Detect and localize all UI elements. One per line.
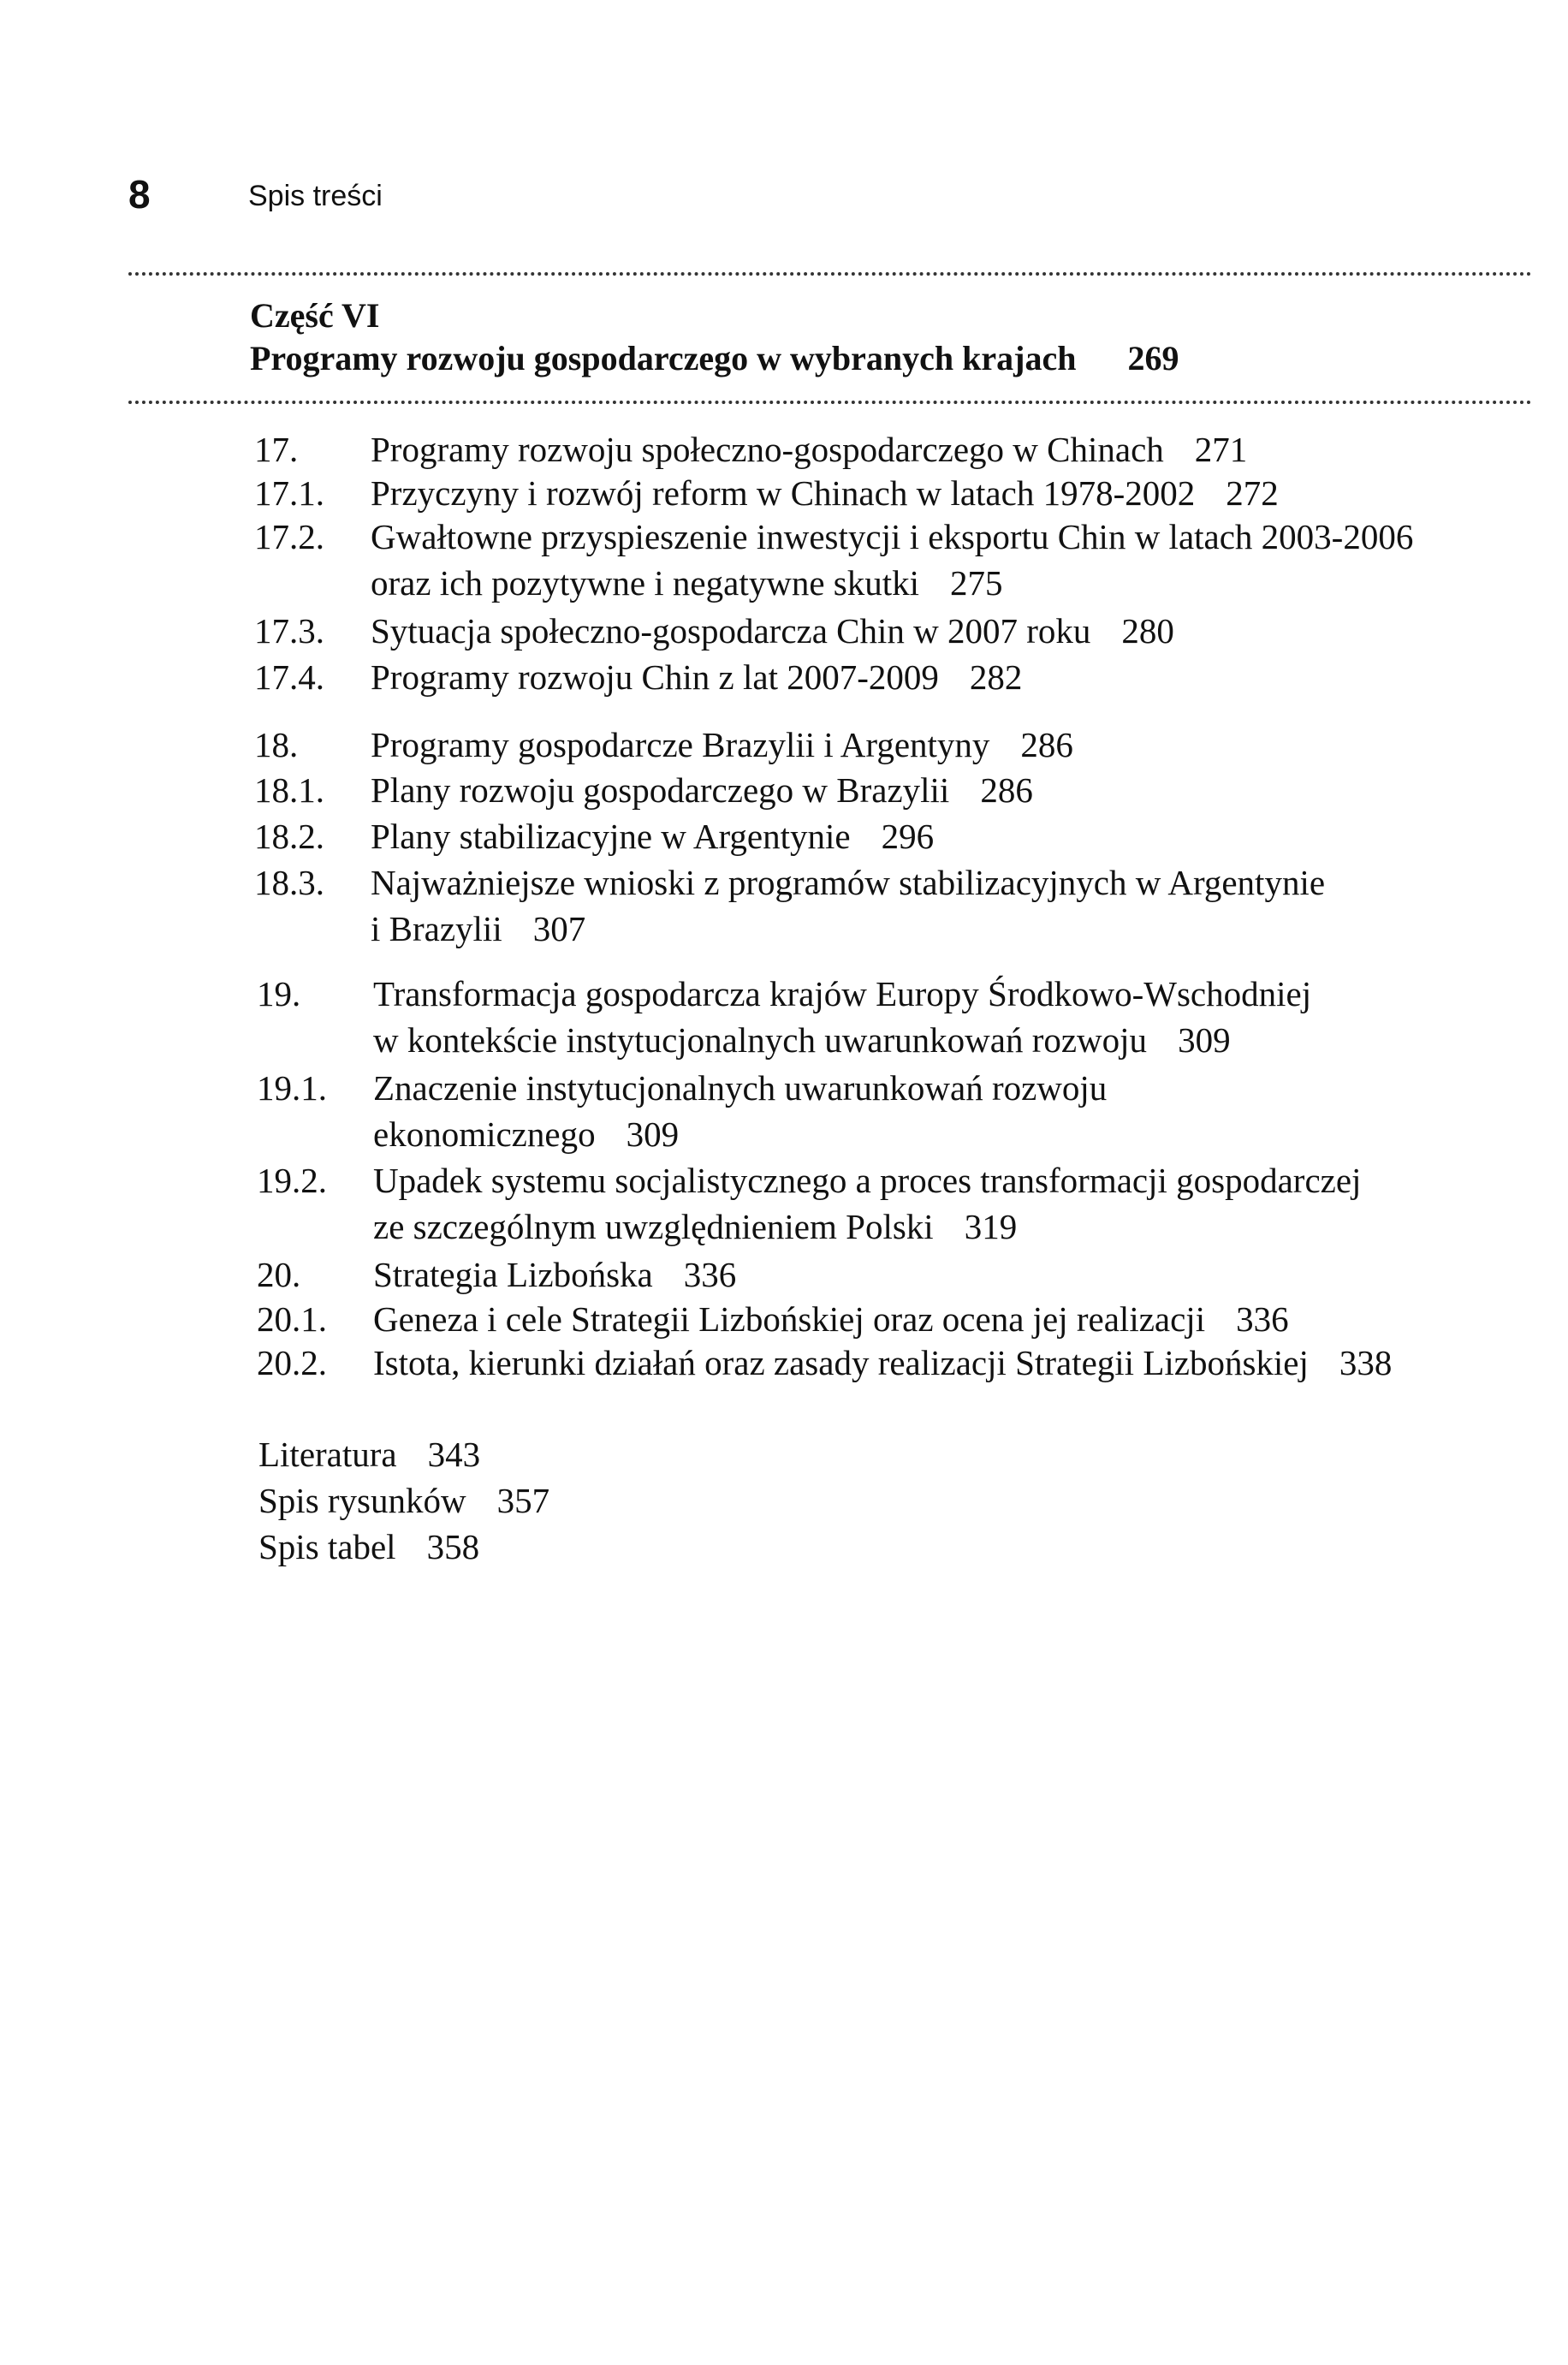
entry-page: 286 — [980, 770, 1033, 810]
entry-number: 20. — [257, 1255, 301, 1294]
running-title: Spis treści — [248, 180, 383, 212]
entry-number: 19.2. — [257, 1161, 327, 1200]
entry-number: 17.2. — [254, 517, 324, 556]
entry-title-line: Istota, kierunki działań oraz zasady realizacji Strategii Lizbońskiej — [373, 1343, 1309, 1382]
entry-title-line: Najważniejsze wnioski z programów stabilizacyjnych w Argentynie — [371, 863, 1326, 902]
entry-number: 18.1. — [254, 770, 324, 810]
entry-text — [371, 859, 1325, 952]
entry-number: 20.2. — [257, 1343, 327, 1382]
entry-page: 319 — [964, 1207, 1018, 1246]
entry-text — [373, 1157, 1361, 1250]
entry-title-line: Upadek systemu socjalistycznego a proces transformacji gospodarczej — [373, 1161, 1362, 1200]
entry-number: 17.1. — [254, 473, 324, 513]
dotted-divider — [128, 272, 1532, 276]
entry-number: 17.4. — [254, 657, 324, 697]
entry-page: 336 — [683, 1255, 737, 1294]
entry-page: 286 — [1020, 725, 1073, 764]
entry-page: 336 — [1236, 1299, 1289, 1339]
entry-number: 19.1. — [257, 1068, 327, 1108]
entry-title-line: Plany rozwoju gospodarczego w Brazylii — [371, 770, 950, 810]
part-title-line — [250, 338, 1179, 378]
entry-text — [371, 426, 1247, 472]
entry-title-line: ekonomicznego — [373, 1114, 596, 1154]
entry-number: 19. — [257, 974, 301, 1013]
entry-title-line: Programy rozwoju społeczno-gospodarczego w Chinach — [371, 430, 1164, 469]
entry-page: 338 — [1339, 1343, 1393, 1382]
back-matter-entry — [258, 1524, 479, 1570]
back-matter-title: Literatura — [258, 1435, 397, 1474]
entry-text — [373, 971, 1311, 1063]
entry-page: 275 — [950, 563, 1003, 603]
page-number: 8 — [128, 172, 151, 217]
entry-page: 271 — [1194, 430, 1248, 469]
back-matter-page: 358 — [426, 1527, 480, 1566]
part-title: Programy rozwoju gospodarczego w wybranych krajach — [250, 339, 1077, 377]
entry-title-line: Gwałtowne przyspieszenie inwestycji i eksportu Chin w latach 2003-2006 — [371, 517, 1414, 556]
entry-title-line: i Brazylii — [371, 909, 502, 948]
entry-page: 280 — [1121, 611, 1174, 651]
entry-page: 309 — [626, 1114, 680, 1154]
entry-title-line: Sytuacja społeczno-gospodarcza Chin w 2007 roku — [371, 611, 1091, 651]
entry-page: 309 — [1178, 1020, 1231, 1060]
back-matter-page: 343 — [427, 1435, 481, 1474]
entry-text — [373, 1251, 736, 1298]
entry-title-line: Strategia Lizbońska — [373, 1255, 653, 1294]
entry-number: 18.2. — [254, 817, 324, 856]
entry-page: 272 — [1226, 473, 1279, 513]
entry-text — [371, 470, 1279, 516]
part-label: Część VI — [250, 296, 380, 335]
entry-text — [373, 1340, 1392, 1386]
entry-title-line: Przyczyny i rozwój reform w Chinach w latach 1978-2002 — [371, 473, 1196, 513]
entry-title-line: Transformacja gospodarcza krajów Europy Środkowo-Wschodniej — [373, 974, 1312, 1013]
entry-title-line: Programy gospodarcze Brazylii i Argentyny — [371, 725, 990, 764]
entry-title-line: oraz ich pozytywne i negatywne skutki — [371, 563, 920, 603]
entry-number: 17.3. — [254, 611, 324, 651]
entry-number: 18. — [254, 725, 299, 764]
entry-text — [373, 1296, 1289, 1342]
entry-text — [371, 514, 1413, 606]
entry-title-line: w kontekście instytucjonalnych uwarunkowań rozwoju — [373, 1020, 1148, 1060]
back-matter-entry — [258, 1431, 480, 1477]
entry-page: 282 — [969, 657, 1023, 697]
entry-text — [371, 767, 1033, 813]
back-matter-title: Spis tabel — [258, 1527, 396, 1566]
back-matter-title: Spis rysunków — [258, 1481, 466, 1520]
entry-text — [371, 722, 1073, 768]
entry-title-line: Znaczenie instytucjonalnych uwarunkowań rozwoju — [373, 1068, 1108, 1108]
entry-title-line: ze szczególnym uwzględnieniem Polski — [373, 1207, 934, 1246]
entry-text — [373, 1065, 1107, 1157]
back-matter-page: 357 — [496, 1481, 550, 1520]
entry-number: 17. — [254, 430, 299, 469]
entry-text — [371, 813, 934, 859]
entry-number: 18.3. — [254, 863, 324, 902]
entry-title-line: Programy rozwoju Chin z lat 2007-2009 — [371, 657, 939, 697]
entry-title-line: Geneza i cele Strategii Lizbońskiej oraz ocena jej realizacji — [373, 1299, 1206, 1339]
entry-title-line: Plany stabilizacyjne w Argentynie — [371, 817, 851, 856]
entry-text — [371, 608, 1174, 654]
entry-text — [371, 654, 1022, 700]
entry-page: 296 — [881, 817, 935, 856]
back-matter-entry — [258, 1477, 549, 1524]
entry-page: 307 — [532, 909, 586, 948]
dotted-divider — [128, 401, 1532, 404]
entry-number: 20.1. — [257, 1299, 327, 1339]
part-page: 269 — [1127, 339, 1179, 377]
